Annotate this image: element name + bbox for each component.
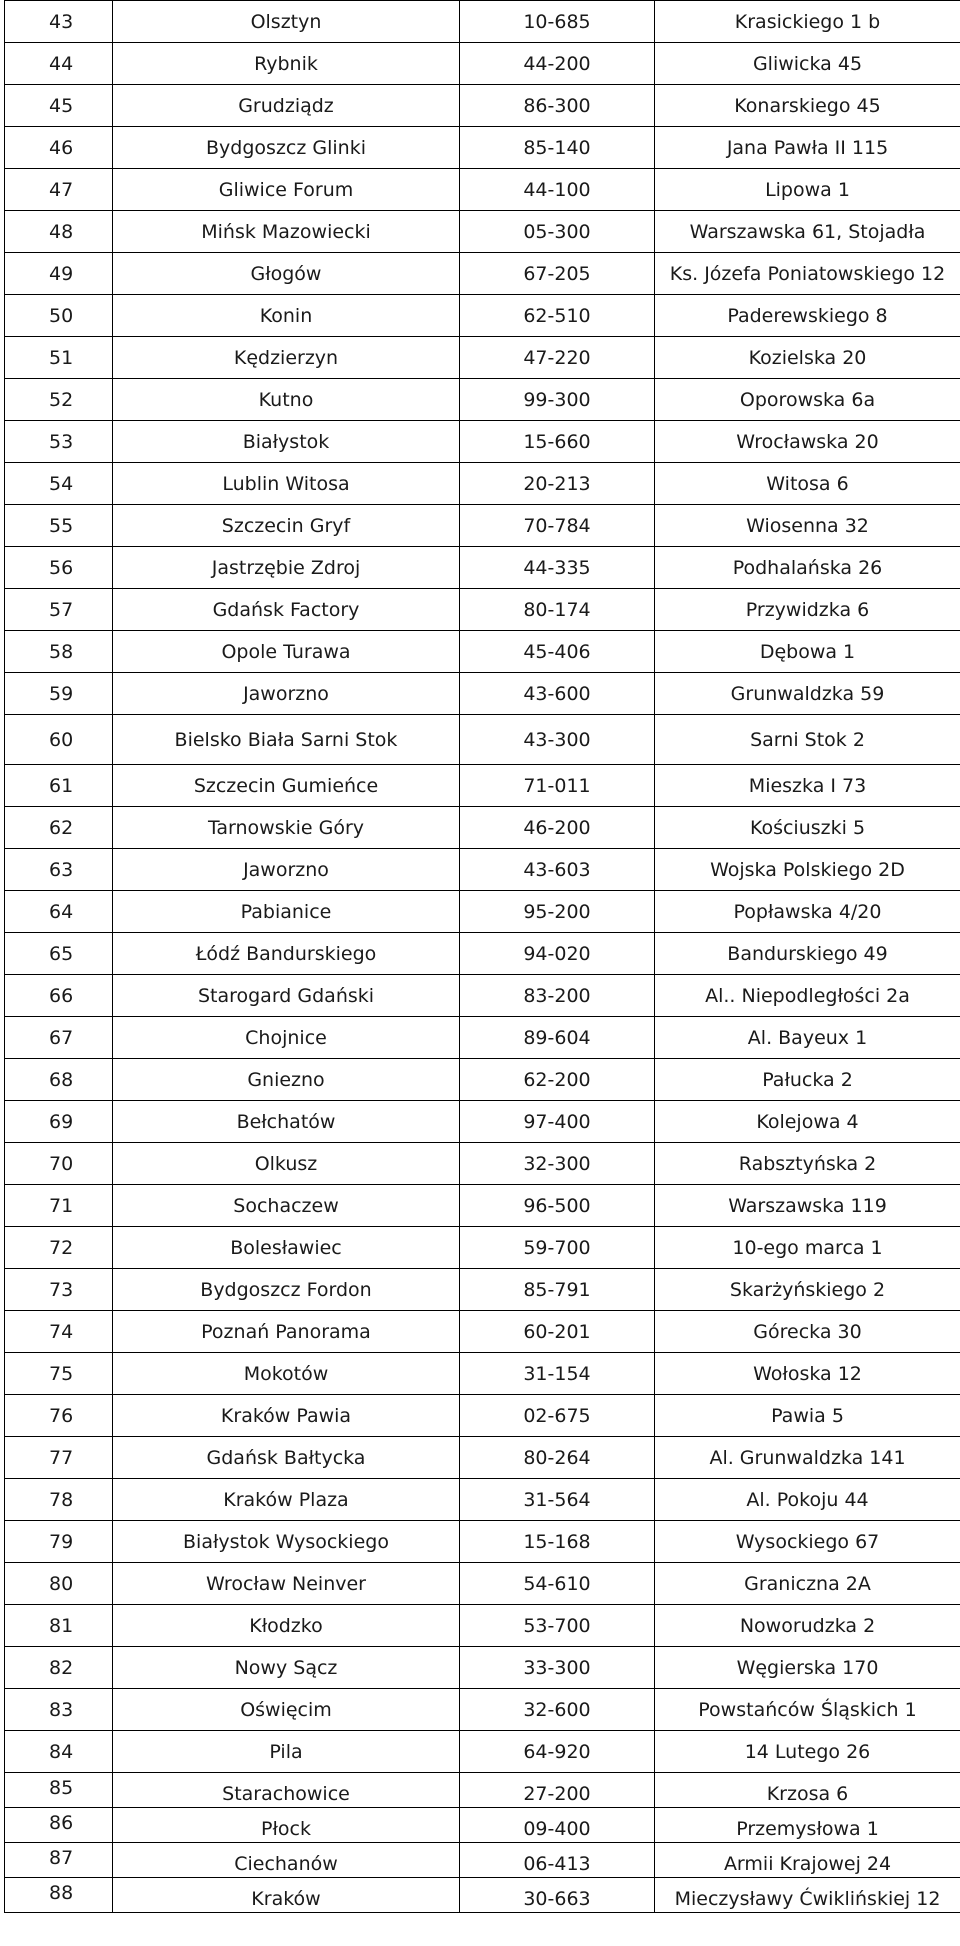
- postal-code-cell: 31-154: [460, 1353, 655, 1395]
- address-cell: Wołoska 12: [655, 1353, 960, 1395]
- address-cell: Noworudzka 2: [655, 1605, 960, 1647]
- city-cell: Gliwice Forum: [113, 169, 460, 211]
- table-row: [5, 463, 960, 505]
- row-number: 56: [5, 547, 113, 589]
- postal-code-cell: 85-140: [460, 127, 655, 169]
- row-number: 74: [5, 1311, 113, 1353]
- city-cell: Mińsk Mazowiecki: [113, 211, 460, 253]
- row-number: 67: [5, 1017, 113, 1059]
- city-cell: Opole Turawa: [113, 631, 460, 673]
- row-number: 68: [5, 1059, 113, 1101]
- city-cell: Gniezno: [113, 1059, 460, 1101]
- postal-code-cell: 43-300: [460, 715, 655, 765]
- row-number: 88: [5, 1878, 113, 1913]
- postal-code-cell: 10-685: [460, 1, 655, 43]
- city-cell: Bielsko Biała Sarni Stok: [113, 715, 460, 765]
- row-number: 59: [5, 673, 113, 715]
- postal-code-cell: 67-205: [460, 253, 655, 295]
- row-number: 47: [5, 169, 113, 211]
- postal-code-cell: 06-413: [460, 1843, 655, 1878]
- row-number: 64: [5, 891, 113, 933]
- row-number: 61: [5, 765, 113, 807]
- address-cell: Przemysłowa 1: [655, 1808, 960, 1843]
- postal-code-cell: 64-920: [460, 1731, 655, 1773]
- row-number: 85: [5, 1773, 113, 1808]
- city-cell: Lublin Witosa: [113, 463, 460, 505]
- table-row: [5, 1563, 960, 1605]
- address-cell: 10-ego marca 1: [655, 1227, 960, 1269]
- address-cell: Oporowska 6a: [655, 379, 960, 421]
- row-number: 82: [5, 1647, 113, 1689]
- address-cell: Pałucka 2: [655, 1059, 960, 1101]
- table-row: [5, 807, 960, 849]
- city-cell: Oświęcim: [113, 1689, 460, 1731]
- address-cell: Sarni Stok 2: [655, 715, 960, 765]
- address-cell: Al. Pokoju 44: [655, 1479, 960, 1521]
- address-cell: Graniczna 2A: [655, 1563, 960, 1605]
- row-number: 60: [5, 715, 113, 765]
- postal-code-cell: 44-200: [460, 43, 655, 85]
- row-number: 81: [5, 1605, 113, 1647]
- city-cell: Białystok: [113, 421, 460, 463]
- postal-code-cell: 45-406: [460, 631, 655, 673]
- city-cell: Mokotów: [113, 1353, 460, 1395]
- city-cell: Grudziądz: [113, 85, 460, 127]
- table-row: [5, 211, 960, 253]
- city-cell: Szczecin Gumieńce: [113, 765, 460, 807]
- row-number: 63: [5, 849, 113, 891]
- row-number: 83: [5, 1689, 113, 1731]
- table-row: [5, 1773, 960, 1808]
- address-cell: Al. Grunwaldzka 141: [655, 1437, 960, 1479]
- table-row: [5, 849, 960, 891]
- postal-code-cell: 62-510: [460, 295, 655, 337]
- address-cell: Wiosenna 32: [655, 505, 960, 547]
- postal-code-cell: 05-300: [460, 211, 655, 253]
- postal-code-cell: 47-220: [460, 337, 655, 379]
- stores-table: [4, 0, 960, 1913]
- city-cell: Konin: [113, 295, 460, 337]
- row-number: 49: [5, 253, 113, 295]
- address-cell: Armii Krajowej 24: [655, 1843, 960, 1878]
- address-cell: Gliwicka 45: [655, 43, 960, 85]
- table-row: [5, 85, 960, 127]
- address-cell: Warszawska 119: [655, 1185, 960, 1227]
- address-cell: Konarskiego 45: [655, 85, 960, 127]
- postal-code-cell: 43-600: [460, 673, 655, 715]
- postal-code-cell: 33-300: [460, 1647, 655, 1689]
- row-number: 65: [5, 933, 113, 975]
- postal-code-cell: 96-500: [460, 1185, 655, 1227]
- address-cell: Węgierska 170: [655, 1647, 960, 1689]
- postal-code-cell: 54-610: [460, 1563, 655, 1605]
- address-cell: Wrocławska 20: [655, 421, 960, 463]
- city-cell: Głogów: [113, 253, 460, 295]
- postal-code-cell: 70-784: [460, 505, 655, 547]
- table-row: [5, 295, 960, 337]
- row-number: 87: [5, 1843, 113, 1878]
- city-cell: Kłodzko: [113, 1605, 460, 1647]
- postal-code-cell: 60-201: [460, 1311, 655, 1353]
- postal-code-cell: 80-174: [460, 589, 655, 631]
- address-cell: Popławska 4/20: [655, 891, 960, 933]
- postal-code-cell: 44-335: [460, 547, 655, 589]
- row-number: 52: [5, 379, 113, 421]
- city-cell: Szczecin Gryf: [113, 505, 460, 547]
- city-cell: Rybnik: [113, 43, 460, 85]
- table-row: [5, 547, 960, 589]
- table-row: [5, 1, 960, 43]
- row-number: 57: [5, 589, 113, 631]
- city-cell: Płock: [113, 1808, 460, 1843]
- address-cell: Kościuszki 5: [655, 807, 960, 849]
- table-row: [5, 1731, 960, 1773]
- postal-code-cell: 99-300: [460, 379, 655, 421]
- table-row: [5, 631, 960, 673]
- address-cell: Witosa 6: [655, 463, 960, 505]
- address-cell: Jana Pawła II 115: [655, 127, 960, 169]
- address-cell: Przywidzka 6: [655, 589, 960, 631]
- address-cell: Grunwaldzka 59: [655, 673, 960, 715]
- table-row: [5, 1647, 960, 1689]
- address-cell: Ks. Józefa Poniatowskiego 12: [655, 253, 960, 295]
- city-cell: Pila: [113, 1731, 460, 1773]
- postal-code-cell: 44-100: [460, 169, 655, 211]
- postal-code-cell: 31-564: [460, 1479, 655, 1521]
- address-cell: Pawia 5: [655, 1395, 960, 1437]
- address-cell: Al.. Niepodległości 2a: [655, 975, 960, 1017]
- row-number: 71: [5, 1185, 113, 1227]
- address-cell: Podhalańska 26: [655, 547, 960, 589]
- table-row: [5, 337, 960, 379]
- city-cell: Starachowice: [113, 1773, 460, 1808]
- address-cell: Wysockiego 67: [655, 1521, 960, 1563]
- city-cell: Chojnice: [113, 1017, 460, 1059]
- table-row: [5, 43, 960, 85]
- row-number: 79: [5, 1521, 113, 1563]
- row-number: 58: [5, 631, 113, 673]
- postal-code-cell: 86-300: [460, 85, 655, 127]
- table-row: [5, 421, 960, 463]
- city-cell: Nowy Sącz: [113, 1647, 460, 1689]
- table-row: [5, 379, 960, 421]
- row-number: 72: [5, 1227, 113, 1269]
- table-row: [5, 1017, 960, 1059]
- city-cell: Ciechanów: [113, 1843, 460, 1878]
- address-cell: 14 Lutego 26: [655, 1731, 960, 1773]
- row-number: 77: [5, 1437, 113, 1479]
- table-row: [5, 253, 960, 295]
- table-row: [5, 505, 960, 547]
- postal-code-cell: 80-264: [460, 1437, 655, 1479]
- row-number: 46: [5, 127, 113, 169]
- city-cell: Łódź Bandurskiego: [113, 933, 460, 975]
- address-cell: Krasickiego 1 b: [655, 1, 960, 43]
- postal-code-cell: 02-675: [460, 1395, 655, 1437]
- postal-code-cell: 85-791: [460, 1269, 655, 1311]
- postal-code-cell: 15-660: [460, 421, 655, 463]
- row-number: 75: [5, 1353, 113, 1395]
- city-cell: Jaworzno: [113, 673, 460, 715]
- address-cell: Krzosa 6: [655, 1773, 960, 1808]
- postal-code-cell: 62-200: [460, 1059, 655, 1101]
- table-row: [5, 1353, 960, 1395]
- table-row: [5, 1878, 960, 1913]
- table-row: [5, 1479, 960, 1521]
- address-cell: Bandurskiego 49: [655, 933, 960, 975]
- row-number: 70: [5, 1143, 113, 1185]
- table-row: [5, 1843, 960, 1878]
- row-number: 48: [5, 211, 113, 253]
- table-row: [5, 169, 960, 211]
- table-row: [5, 1269, 960, 1311]
- postal-code-cell: 97-400: [460, 1101, 655, 1143]
- table-row: [5, 975, 960, 1017]
- postal-code-cell: 83-200: [460, 975, 655, 1017]
- table-row: [5, 1101, 960, 1143]
- address-cell: Mieszka I 73: [655, 765, 960, 807]
- table-row: [5, 1311, 960, 1353]
- row-number: 86: [5, 1808, 113, 1843]
- postal-code-cell: 32-300: [460, 1143, 655, 1185]
- table-row: [5, 1605, 960, 1647]
- postal-code-cell: 53-700: [460, 1605, 655, 1647]
- row-number: 43: [5, 1, 113, 43]
- city-cell: Kraków Pawia: [113, 1395, 460, 1437]
- address-cell: Rabsztyńska 2: [655, 1143, 960, 1185]
- address-cell: Górecka 30: [655, 1311, 960, 1353]
- row-number: 78: [5, 1479, 113, 1521]
- address-cell: Powstańców Śląskich 1: [655, 1689, 960, 1731]
- row-number: 50: [5, 295, 113, 337]
- city-cell: Poznań Panorama: [113, 1311, 460, 1353]
- postal-code-cell: 94-020: [460, 933, 655, 975]
- city-cell: Starogard Gdański: [113, 975, 460, 1017]
- table-row: [5, 891, 960, 933]
- city-cell: Kraków: [113, 1878, 460, 1913]
- address-cell: Warszawska 61, Stojadła: [655, 211, 960, 253]
- table-row: [5, 589, 960, 631]
- table-row: [5, 127, 960, 169]
- city-cell: Kędzierzyn: [113, 337, 460, 379]
- city-cell: Olsztyn: [113, 1, 460, 43]
- row-number: 76: [5, 1395, 113, 1437]
- table-row: [5, 933, 960, 975]
- row-number: 44: [5, 43, 113, 85]
- table-row: [5, 1808, 960, 1843]
- city-cell: Wrocław Neinver: [113, 1563, 460, 1605]
- postal-code-cell: 15-168: [460, 1521, 655, 1563]
- address-cell: Kolejowa 4: [655, 1101, 960, 1143]
- postal-code-cell: 43-603: [460, 849, 655, 891]
- address-cell: Mieczysławy Ćwiklińskiej 12: [655, 1878, 960, 1913]
- city-cell: Jastrzębie Zdroj: [113, 547, 460, 589]
- row-number: 53: [5, 421, 113, 463]
- row-number: 54: [5, 463, 113, 505]
- table-row: [5, 1521, 960, 1563]
- city-cell: Pabianice: [113, 891, 460, 933]
- address-cell: Kozielska 20: [655, 337, 960, 379]
- table-row: [5, 1059, 960, 1101]
- city-cell: Sochaczew: [113, 1185, 460, 1227]
- postal-code-cell: 20-213: [460, 463, 655, 505]
- city-cell: Bydgoszcz Glinki: [113, 127, 460, 169]
- postal-code-cell: 27-200: [460, 1773, 655, 1808]
- address-cell: Dębowa 1: [655, 631, 960, 673]
- city-cell: Gdańsk Factory: [113, 589, 460, 631]
- table-row: [5, 673, 960, 715]
- city-cell: Gdańsk Bałtycka: [113, 1437, 460, 1479]
- table-row: [5, 1227, 960, 1269]
- postal-code-cell: 09-400: [460, 1808, 655, 1843]
- address-cell: Lipowa 1: [655, 169, 960, 211]
- postal-code-cell: 46-200: [460, 807, 655, 849]
- stores-table-body: [5, 1, 960, 1913]
- table-row: [5, 715, 960, 765]
- city-cell: Bełchatów: [113, 1101, 460, 1143]
- city-cell: Tarnowskie Góry: [113, 807, 460, 849]
- table-row: [5, 1689, 960, 1731]
- city-cell: Białystok Wysockiego: [113, 1521, 460, 1563]
- postal-code-cell: 59-700: [460, 1227, 655, 1269]
- address-cell: Wojska Polskiego 2D: [655, 849, 960, 891]
- table-row: [5, 1395, 960, 1437]
- table-row: [5, 1437, 960, 1479]
- postal-code-cell: 89-604: [460, 1017, 655, 1059]
- city-cell: Kraków Plaza: [113, 1479, 460, 1521]
- table-row: [5, 765, 960, 807]
- city-cell: Olkusz: [113, 1143, 460, 1185]
- address-cell: Skarżyńskiego 2: [655, 1269, 960, 1311]
- row-number: 69: [5, 1101, 113, 1143]
- city-cell: Kutno: [113, 379, 460, 421]
- address-cell: Paderewskiego 8: [655, 295, 960, 337]
- table-row: [5, 1143, 960, 1185]
- row-number: 55: [5, 505, 113, 547]
- postal-code-cell: 32-600: [460, 1689, 655, 1731]
- postal-code-cell: 71-011: [460, 765, 655, 807]
- row-number: 51: [5, 337, 113, 379]
- row-number: 73: [5, 1269, 113, 1311]
- city-cell: Bolesławiec: [113, 1227, 460, 1269]
- row-number: 45: [5, 85, 113, 127]
- postal-code-cell: 95-200: [460, 891, 655, 933]
- address-cell: Al. Bayeux 1: [655, 1017, 960, 1059]
- row-number: 80: [5, 1563, 113, 1605]
- row-number: 84: [5, 1731, 113, 1773]
- city-cell: Jaworzno: [113, 849, 460, 891]
- row-number: 66: [5, 975, 113, 1017]
- postal-code-cell: 30-663: [460, 1878, 655, 1913]
- row-number: 62: [5, 807, 113, 849]
- table-row: [5, 1185, 960, 1227]
- city-cell: Bydgoszcz Fordon: [113, 1269, 460, 1311]
